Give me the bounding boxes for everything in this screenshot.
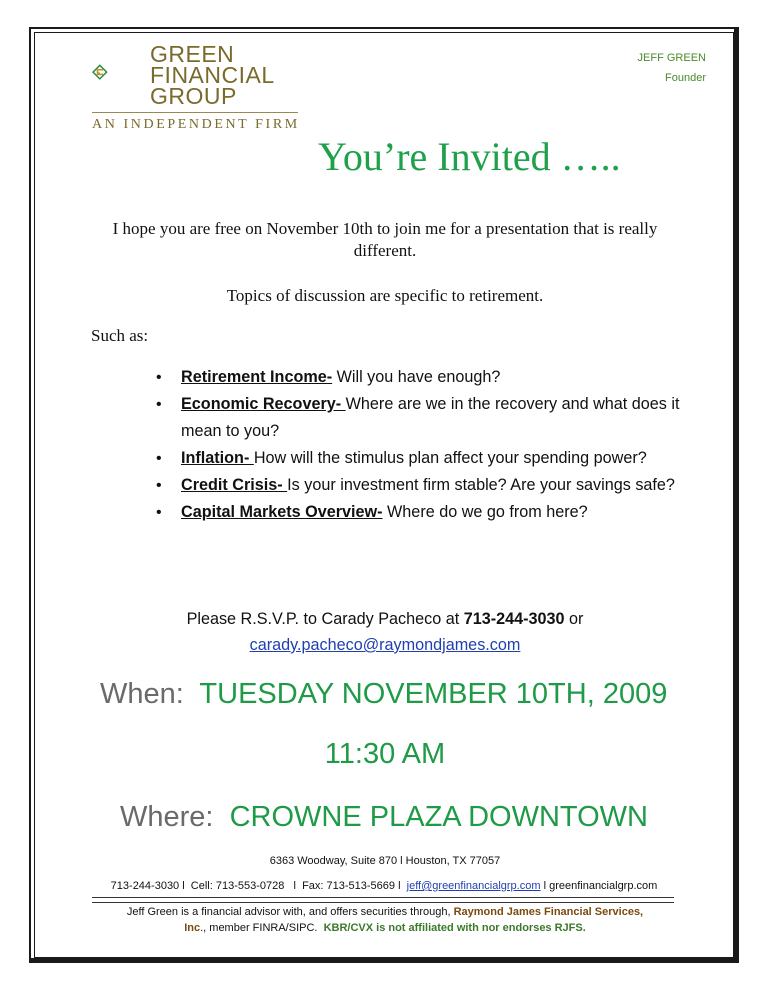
event-date-line <box>100 678 667 711</box>
list-item <box>150 472 690 499</box>
footer-address: 6363 Woodway, Suite 870 l Houston, TX 77057 <box>269 855 501 867</box>
footer-disclaimer <box>88 904 682 936</box>
topic-text: Is your investment firm stable? Are your savings safe? <box>287 476 675 494</box>
disclaimer-text: Jeff Green is a financial advisor with, and offers securities through, <box>126 906 454 918</box>
intro-paragraph: I hope you are free on November 10th to join me for a presentation that is really different. <box>112 219 658 260</box>
company-logo-wordmark <box>150 41 275 109</box>
invitation-headline: You’re Invited ….. <box>318 134 621 179</box>
topic-text: How will the stimulus plan affect your spending power? <box>253 449 647 467</box>
topic-text: Will you have enough? <box>332 368 501 386</box>
author-block <box>638 48 706 88</box>
footer-email-link[interactable]: jeff@greenfinancialgrp.com <box>406 880 541 892</box>
footer-website: l greenfinancialgrp.com <box>540 880 658 892</box>
footer-contact-line <box>36 880 732 892</box>
such-as-label: Such as: <box>91 326 149 345</box>
topics-intro: Topics of discussion are specific to retirement. <box>226 286 544 305</box>
logo-line-1: GREEN <box>150 41 235 67</box>
where-label: Where: <box>120 801 230 833</box>
logo-divider <box>92 112 298 113</box>
topic-term: Retirement Income- <box>181 368 333 386</box>
list-item <box>150 499 690 526</box>
when-label: When: <box>100 678 200 710</box>
topic-term: Credit Crisis- <box>181 476 288 494</box>
page-border-shadow-right <box>734 27 739 963</box>
rsvp-suffix: or <box>564 610 584 628</box>
logo-line-2: FINANCIAL <box>150 62 275 88</box>
where-value: CROWNE PLAZA DOWNTOWN <box>229 801 648 833</box>
topic-term: Inflation- <box>181 449 254 467</box>
logo-tagline: AN INDEPENDENT FIRM <box>92 117 300 132</box>
logo-line-3: GROUP <box>150 83 237 109</box>
rsvp-block <box>88 606 682 658</box>
disclaimer-kbr: KBR/CVX is not affiliated with nor endorses RJFS. <box>323 922 586 934</box>
footer-phones: 713-244-3030 l Cell: 713-553-0728 l Fax: 713-513-5669 l <box>110 880 407 892</box>
rsvp-phone: 713-244-3030 <box>463 610 565 628</box>
topic-term: Economic Recovery- <box>181 395 346 413</box>
footer-divider <box>92 897 674 903</box>
topic-term: Capital Markets Overview- <box>181 503 383 521</box>
topic-text: Where are we in the recovery and what does it mean to you? <box>181 395 680 440</box>
page-border-shadow-bottom <box>29 958 739 963</box>
rsvp-prefix: Please R.S.V.P. to Carady Pacheco at <box>186 610 464 628</box>
list-item <box>150 445 690 472</box>
event-time: 11:30 AM <box>324 738 446 770</box>
topic-text: Where do we go from here? <box>382 503 588 521</box>
company-logo-mark <box>92 46 152 106</box>
author-name: JEFF GREEN <box>637 52 706 64</box>
topics-list <box>150 364 690 526</box>
list-item <box>150 364 690 391</box>
disclaimer-firm: Raymond James Financial Services, Inc <box>184 906 644 934</box>
disclaimer-mid: ., member FINRA/SIPC. <box>200 922 324 934</box>
rsvp-email-link[interactable]: carady.pacheco@raymondjames.com <box>249 636 521 654</box>
list-item <box>150 391 690 445</box>
when-value: TUESDAY NOVEMBER 10TH, 2009 <box>199 678 668 710</box>
event-location-line <box>120 801 648 834</box>
author-title: Founder <box>665 72 706 84</box>
